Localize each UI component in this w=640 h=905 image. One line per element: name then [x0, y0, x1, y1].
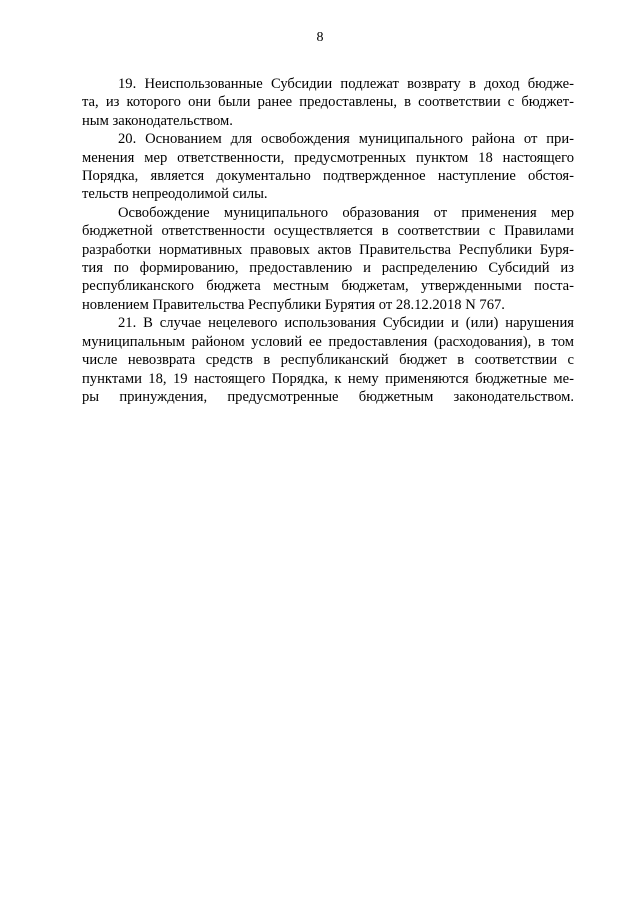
- text-line: та, из которого они были ранее предоставлены, в соответствии с бюджет-: [82, 94, 574, 111]
- text-line: 21. В случае нецелевого использования Субсидии и (или) нарушения: [118, 315, 574, 332]
- text-line: Порядка, является документально подтвержденное наступление обстоя-: [82, 168, 574, 185]
- text-line: пунктами 18, 19 настоящего Порядка, к нему применяются бюджетные ме-: [82, 370, 574, 387]
- text-line: числе невозврата средств в республиканский бюджет в соответствии с: [82, 352, 574, 369]
- paragraph-19: [82, 75, 574, 130]
- text-line: Освобождение муниципального образования от применения мер: [118, 204, 574, 221]
- document-body: [82, 75, 574, 406]
- text-line: менения мер ответственности, предусмотренных пунктом 18 настоящего: [82, 149, 574, 166]
- text-line: тия по формированию, предоставлению и распределению Субсидий из: [82, 260, 574, 277]
- text-line: республиканского бюджета местным бюджетам, утвержденными поста-: [82, 278, 574, 295]
- paragraph-20: [82, 130, 574, 204]
- text-line: ным законодательством.: [82, 112, 233, 129]
- text-line: ры принуждения, предусмотренные бюджетным законодательством.: [82, 388, 574, 405]
- text-line: разработки нормативных правовых актов Правительства Республики Буря-: [82, 241, 574, 258]
- paragraph-20-exemption: [82, 204, 574, 314]
- text-line: 19. Неиспользованные Субсидии подлежат возврату в доход бюдже-: [118, 76, 574, 92]
- text-line: 20. Основанием для освобождения муниципального района от при-: [118, 131, 574, 148]
- paragraph-21: [82, 314, 574, 406]
- text-line: новлением Правительства Республики Бурятия от 28.12.2018 N 767.: [82, 296, 505, 313]
- text-line: бюджетной ответственности осуществляется в соответствии с Правилами: [82, 223, 574, 240]
- page-number: 8: [316, 30, 324, 45]
- text-line: тельств непреодолимой силы.: [82, 186, 268, 203]
- text-line: муниципальным районом условий ее предоставления (расходования), в том: [82, 333, 574, 350]
